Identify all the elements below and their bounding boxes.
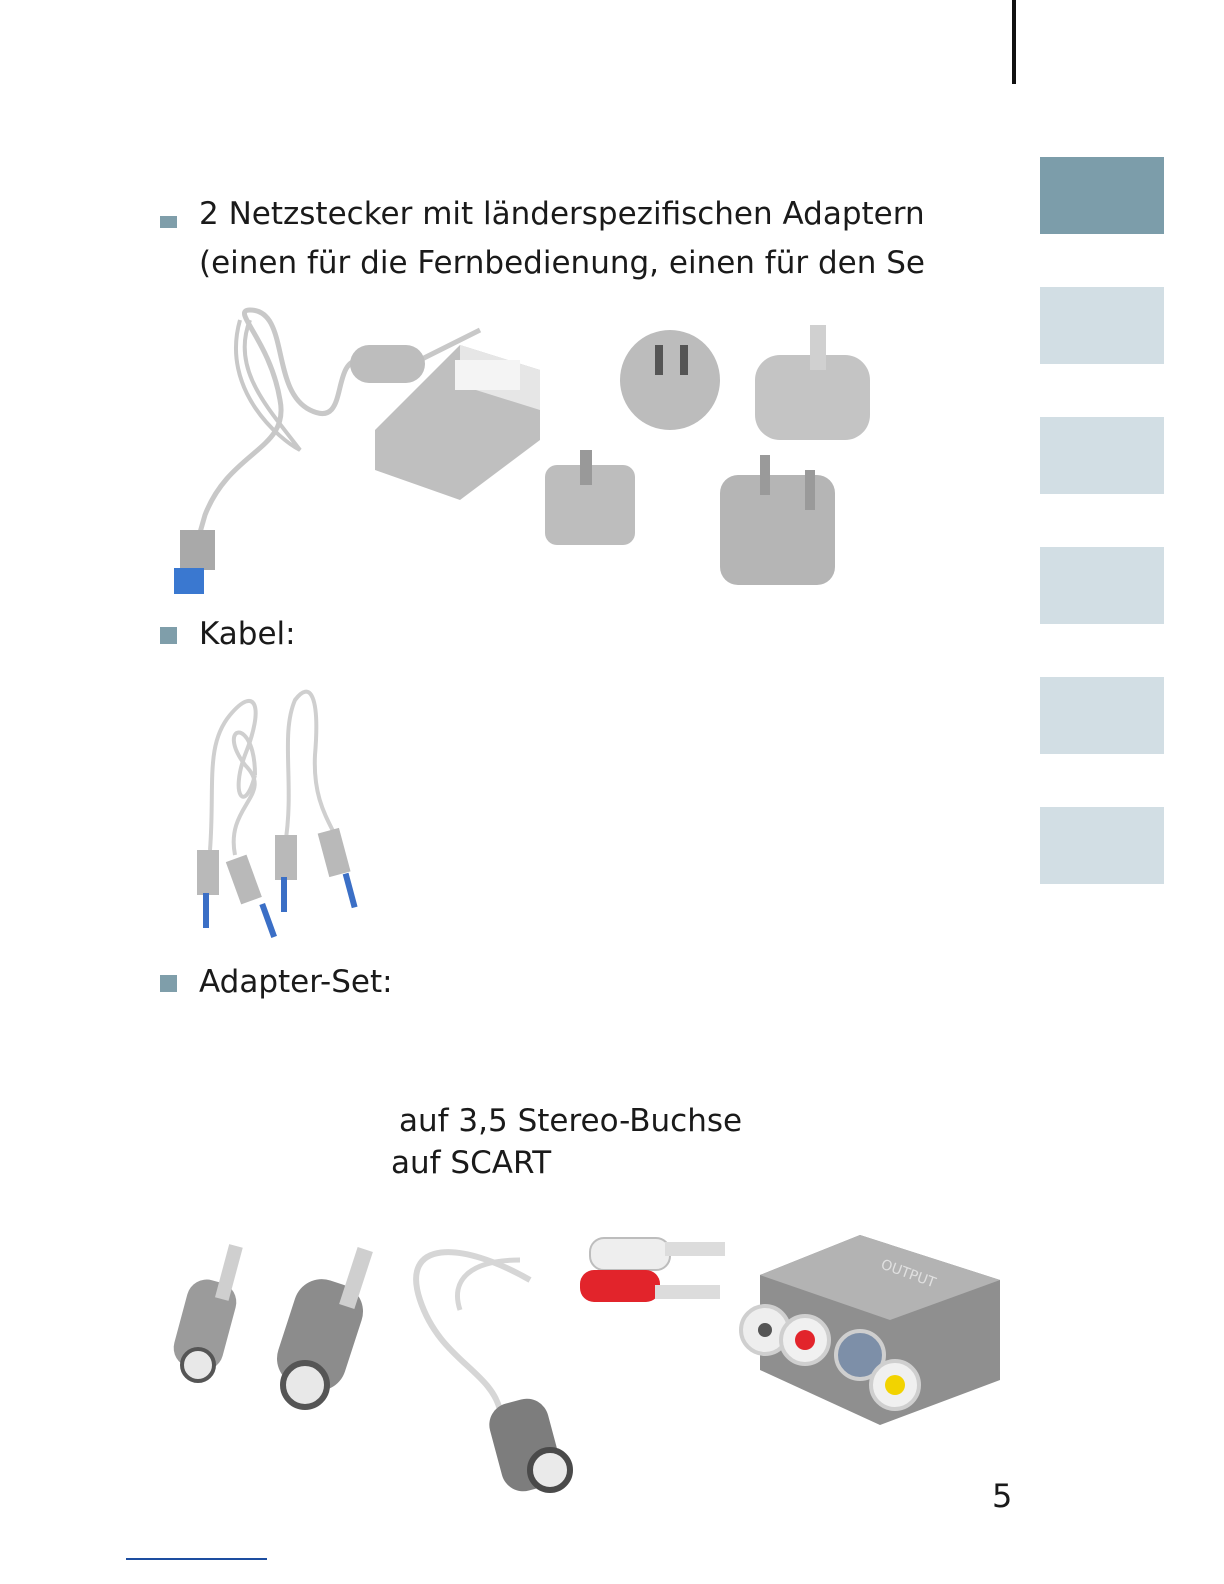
side-tab-6[interactable]	[1040, 807, 1164, 884]
adapter-set-label: Adapter-Set:	[199, 964, 393, 1000]
adapter-line2-clip	[391, 1143, 659, 1183]
crop-mark	[1012, 0, 1016, 84]
power-supply-illustration	[160, 300, 880, 600]
bullet-power	[160, 216, 177, 228]
bullet-adapter-set	[160, 975, 177, 992]
footer-rule	[126, 1558, 267, 1560]
power-line2: (einen für die Fernbedienung, einen für den Se	[199, 245, 925, 281]
adapter-line1: auf 3,5 Stereo-Buchse	[399, 1103, 743, 1139]
adapter-line2: auf SCART	[391, 1145, 552, 1181]
adapter-line1-clip	[399, 1103, 743, 1139]
side-tab-1[interactable]	[1040, 157, 1164, 234]
adapter-set-illustration	[170, 1220, 1010, 1500]
power-line1: 2 Netzstecker mit länderspezifischen Adaptern	[199, 196, 925, 232]
bullet-cables	[160, 627, 177, 644]
side-tab-2[interactable]	[1040, 287, 1164, 364]
cables-illustration	[185, 685, 385, 940]
side-tab-5[interactable]	[1040, 677, 1164, 754]
side-tab-4[interactable]	[1040, 547, 1164, 624]
power-line1-clip	[199, 196, 925, 232]
scart-output-label: OUTPUT	[878, 1256, 938, 1292]
cables-label: Kabel:	[199, 616, 296, 652]
side-tab-3[interactable]	[1040, 417, 1164, 494]
page-number: 5	[992, 1477, 1013, 1515]
